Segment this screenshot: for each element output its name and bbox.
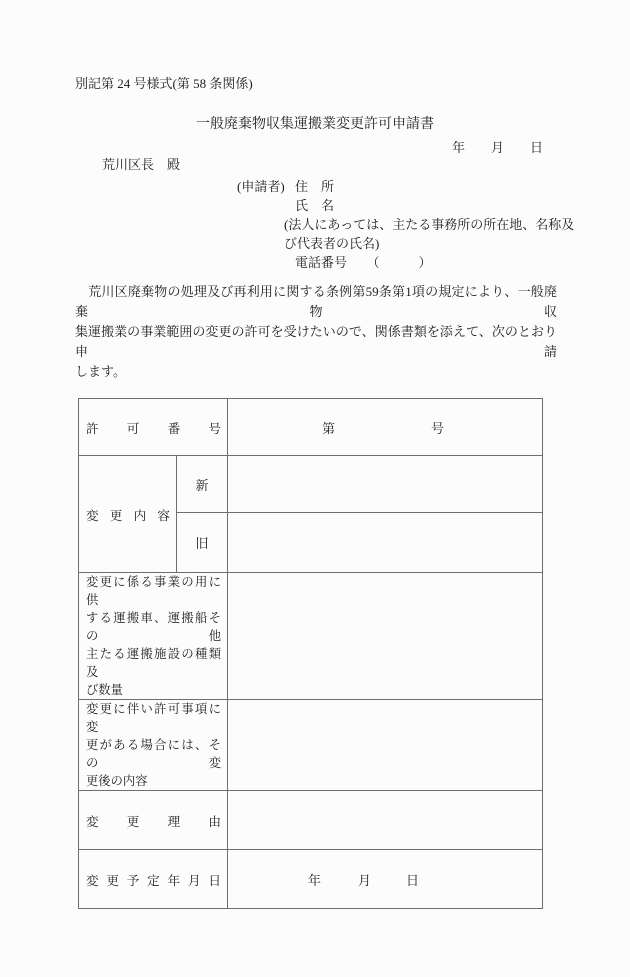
planned-date-row — [79, 850, 543, 909]
corp-note-line-1: (法人にあっては、主たる事務所の所在地、名称及 — [284, 217, 575, 232]
change-content-old-value-cell — [228, 513, 543, 573]
address-label: 住 所 — [295, 179, 335, 194]
body-paragraph — [75, 282, 557, 382]
reason-row — [79, 791, 543, 850]
new-label-cell — [177, 456, 228, 513]
changed-items-value-cell — [228, 700, 543, 791]
corp-note-line-2: び代表者の氏名) — [284, 236, 380, 251]
change-content-new-value-cell — [228, 456, 543, 513]
body-line-2: 集運搬業の事業範囲の変更の許可を受けたいので、関係書類を添えて、次のとおり申請 — [75, 324, 557, 359]
planned-date-year: 年 — [308, 872, 322, 888]
document-page — [0, 74, 630, 977]
permit-number-prefix: 第 — [322, 420, 336, 436]
change-content-new-row — [79, 456, 543, 513]
facilities-label-line-3: 主たる運搬施設の種類及 — [86, 647, 221, 679]
permit-number-label: 許 可 番 号 — [86, 421, 221, 436]
form-code: 別記第 24 号様式(第 58 条関係) — [75, 76, 253, 91]
changed-items-label-line-2: 更がある場合には、その変 — [86, 738, 221, 770]
applicant-name-line: 氏 名 — [295, 198, 335, 213]
permit-number-label-cell — [79, 399, 228, 456]
body-line-1: 荒川区廃棄物の処理及び再利用に関する条例第59条第1項の規定により、一般廃棄物収 — [75, 284, 557, 319]
reason-value-cell — [228, 791, 543, 850]
applicant-label: (申請者) — [237, 179, 285, 194]
facilities-label-line-4: び数量 — [86, 683, 123, 697]
facilities-row — [79, 573, 543, 700]
phone-line: 電話番号 （ ） — [295, 255, 432, 270]
planned-date-day: 日 — [406, 872, 420, 888]
date-line: 年 月 日 — [451, 140, 543, 155]
changed-items-row — [79, 700, 543, 791]
change-content-label-cell — [79, 456, 177, 573]
body-line-3: します。 — [75, 364, 126, 379]
old-label-cell — [177, 513, 228, 573]
reason-label-cell — [79, 791, 228, 850]
facilities-value-cell — [228, 573, 543, 700]
new-label: 新 — [195, 477, 209, 493]
changed-items-label-line-1: 変更に伴い許可事項に変 — [86, 702, 221, 734]
applicant-block — [0, 177, 630, 272]
permit-number-value-cell — [228, 399, 543, 456]
facilities-label-line-1: 変更に係る事業の用に供 — [86, 575, 221, 607]
reason-label: 変 更 理 由 — [86, 814, 221, 829]
change-content-label: 変 更 内 容 — [86, 508, 170, 523]
application-table — [78, 398, 543, 909]
facilities-label-line-2: する運搬車、運搬船その他 — [86, 611, 221, 643]
permit-number-suffix: 号 — [431, 420, 445, 436]
planned-date-month: 月 — [358, 872, 372, 888]
applicant-address-line — [237, 177, 630, 196]
changed-items-label-line-3: 更後の内容 — [86, 774, 148, 788]
addressee: 荒川区長 殿 — [102, 157, 181, 172]
planned-date-label: 変 更 予 定 年 月 日 — [86, 873, 221, 888]
planned-date-label-cell — [79, 850, 228, 909]
old-label: 旧 — [195, 536, 209, 551]
planned-date-value-cell — [228, 850, 543, 909]
changed-items-label-cell — [79, 700, 228, 791]
permit-number-row — [79, 399, 543, 456]
facilities-label-cell — [79, 573, 228, 700]
form-title: 一般廃棄物収集運搬業変更許可申請書 — [196, 117, 434, 132]
